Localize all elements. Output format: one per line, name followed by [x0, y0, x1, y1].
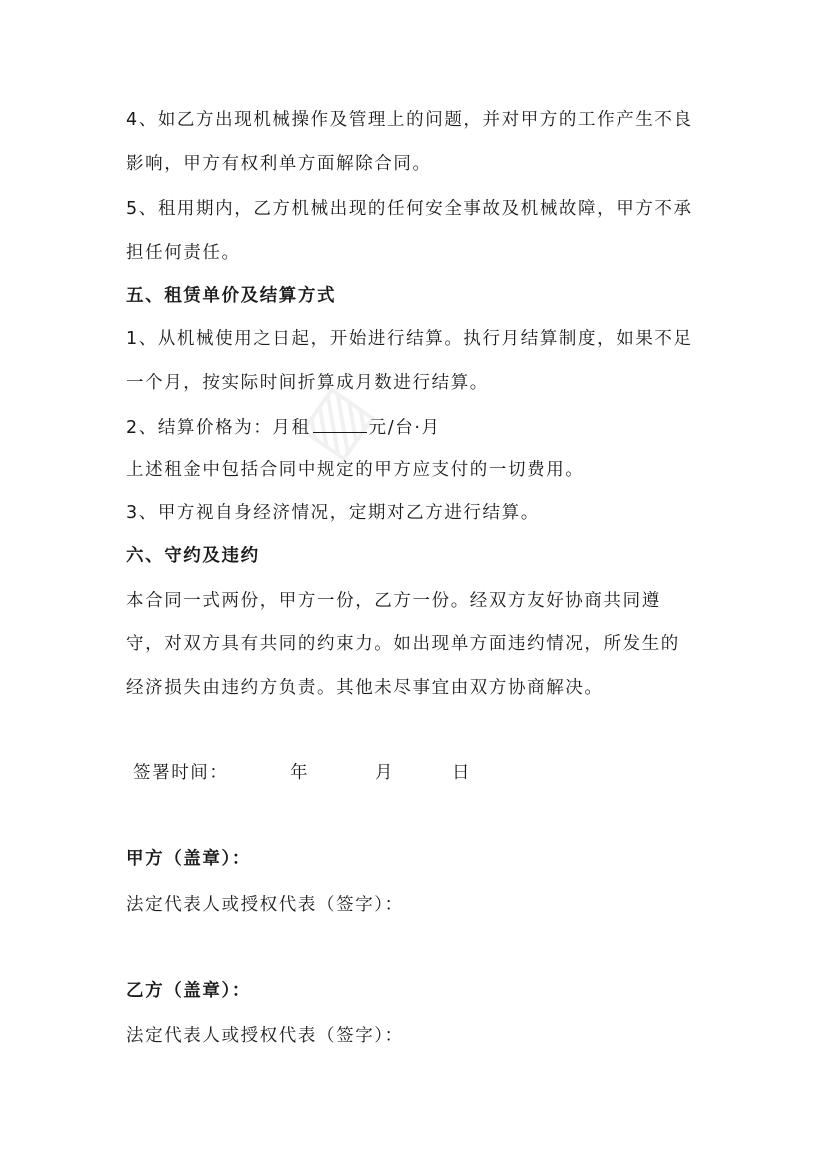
signing-month: 月	[375, 763, 395, 783]
section-5-item-2	[126, 418, 441, 438]
price-unit: 元/台·月	[368, 418, 441, 438]
party-a-heading: 甲方（盖章）：	[126, 849, 251, 869]
section-6-heading: 六、守约及违约	[126, 546, 260, 566]
party-b-heading: 乙方（盖章）：	[126, 981, 251, 1001]
price-label: 2、结算价格为：月租	[126, 418, 311, 438]
section-5-item-3: 3、甲方视自身经济情况，定期对乙方进行结算。	[126, 503, 540, 523]
section-5-note: 上述租金中包括合同中规定的甲方应支付的一切费用。	[126, 460, 585, 480]
section-5-item-1-line-1: 1、从机械使用之日起，开始进行结算。执行月结算制度，如果不足	[126, 329, 693, 349]
price-blank	[313, 418, 367, 433]
clause-5-line-1: 5、租用期内，乙方机械出现的任何安全事故及机械故障，甲方不承	[126, 199, 693, 219]
section-6-line-3: 经济损失由违约方负责。其他未尽事宜由双方协商解决。	[126, 678, 604, 698]
clause-4-line-2: 影响，甲方有权利单方面解除合同。	[126, 154, 432, 174]
clause-4-line-1: 4、如乙方出现机械操作及管理上的问题，并对甲方的工作产生不良	[126, 110, 693, 130]
signing-day: 日	[452, 763, 472, 783]
section-5-heading: 五、租赁单价及结算方式	[126, 286, 337, 306]
party-a-representative: 法定代表人或授权代表（签字）：	[126, 895, 404, 915]
signing-year: 年	[290, 763, 310, 783]
signing-date-label: 签署时间：	[133, 763, 229, 783]
section-6-line-1: 本合同一式两份，甲方一份，乙方一份。经双方友好协商共同遵	[126, 591, 661, 611]
watermark: ▨	[280, 370, 386, 472]
clause-5-line-2: 担任何责任。	[126, 243, 241, 263]
party-b-representative: 法定代表人或授权代表（签字）：	[126, 1026, 404, 1046]
section-5-item-1-line-2: 一个月，按实际时间折算成月数进行结算。	[126, 373, 489, 393]
section-6-line-2: 守，对双方具有共同的约束力。如出现单方面违约情况，所发生的	[126, 634, 680, 654]
